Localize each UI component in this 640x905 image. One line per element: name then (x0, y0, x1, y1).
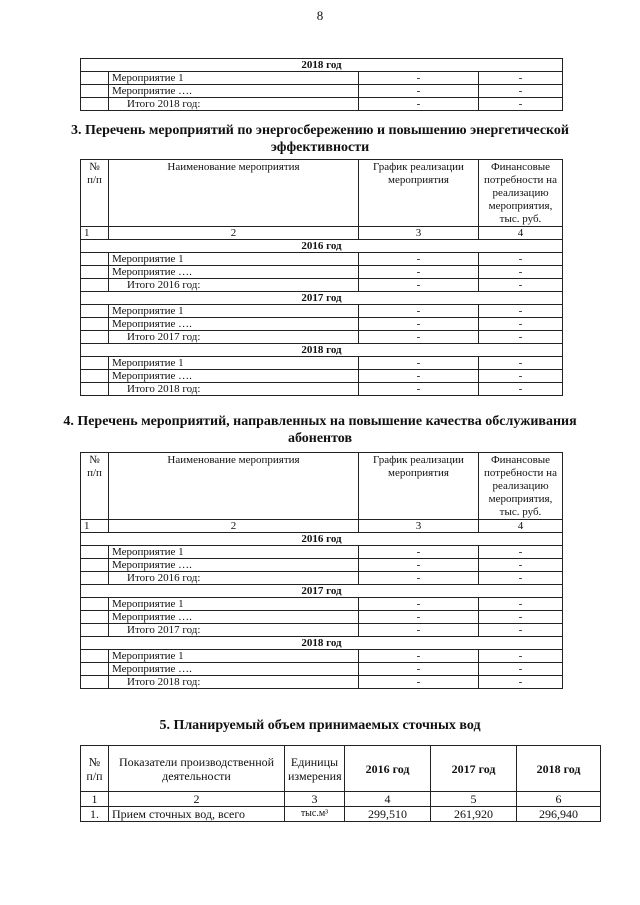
col-num: 1 (81, 227, 109, 240)
table-row (81, 72, 563, 85)
col-num: 3 (359, 520, 479, 533)
finance-cell: - (479, 676, 563, 689)
page-number: 8 (316, 8, 324, 23)
year-label: 2017 год (81, 585, 563, 598)
row-num: 1. (81, 807, 109, 822)
event-name: Мероприятие …. (109, 663, 359, 676)
header-2016: 2016 год (345, 746, 431, 792)
col-num: 1 (81, 792, 109, 807)
event-name: Мероприятие …. (109, 611, 359, 624)
total-row (81, 676, 563, 689)
year-label: 2018 год (81, 344, 563, 357)
header-unit: Единицы измерения (285, 746, 345, 792)
value-2017: 261,920 (431, 807, 517, 822)
section5-title: 5. Планируемый объем принимаемых сточных вод (159, 718, 481, 733)
header-finance: Финансовые потребности на реализацию мероприятия, тыс. руб. (479, 160, 563, 227)
finance-cell: - (479, 318, 563, 331)
event-name: Мероприятие 1 (109, 546, 359, 559)
event-name: Мероприятие …. (109, 85, 359, 98)
table-row (81, 663, 563, 676)
year-label: 2016 год (81, 240, 563, 253)
unit-cell: тыс.м³ (285, 807, 345, 822)
finance-cell: - (479, 546, 563, 559)
header-schedule: График реализации мероприятия (359, 453, 479, 520)
year-row (81, 344, 563, 357)
col-num: 6 (517, 792, 601, 807)
col-num: 4 (345, 792, 431, 807)
header-num: № п/п (81, 453, 109, 520)
schedule-cell: - (359, 572, 479, 585)
year-row (81, 59, 563, 72)
event-name: Мероприятие 1 (109, 253, 359, 266)
schedule-cell: - (359, 650, 479, 663)
schedule-cell: - (359, 598, 479, 611)
table-row (81, 318, 563, 331)
table-row (81, 559, 563, 572)
schedule-cell: - (359, 85, 479, 98)
value-2016: 299,510 (345, 807, 431, 822)
finance-cell: - (479, 305, 563, 318)
table-row (81, 611, 563, 624)
finance-cell: - (479, 85, 563, 98)
table-row (81, 650, 563, 663)
finance-cell: - (479, 72, 563, 85)
header-num: № п/п (81, 746, 109, 792)
finance-cell: - (479, 663, 563, 676)
year-label: 2018 год (81, 59, 563, 72)
schedule-cell: - (359, 663, 479, 676)
section4-table (80, 452, 563, 689)
event-name: Мероприятие 1 (109, 357, 359, 370)
total-row (81, 572, 563, 585)
table-row (81, 370, 563, 383)
year-row (81, 240, 563, 253)
finance-cell: - (479, 559, 563, 572)
schedule-cell: - (359, 72, 479, 85)
schedule-cell: - (359, 98, 479, 111)
col-num: 2 (109, 520, 359, 533)
total-row (81, 383, 563, 396)
year-label: 2017 год (81, 292, 563, 305)
total-row (81, 279, 563, 292)
total-label: Итого 2016 год: (109, 572, 359, 585)
year-label: 2018 год (81, 637, 563, 650)
total-row (81, 624, 563, 637)
finance-cell: - (479, 598, 563, 611)
schedule-cell: - (359, 546, 479, 559)
header-schedule: График реализации мероприятия (359, 160, 479, 227)
year-row (81, 533, 563, 546)
total-row (81, 331, 563, 344)
schedule-cell: - (359, 559, 479, 572)
col-num: 3 (359, 227, 479, 240)
header-row (81, 453, 563, 520)
schedule-cell: - (359, 279, 479, 292)
table-row (81, 85, 563, 98)
event-name: Мероприятие …. (109, 559, 359, 572)
year-row (81, 585, 563, 598)
finance-cell: - (479, 624, 563, 637)
event-name: Мероприятие 1 (109, 598, 359, 611)
schedule-cell: - (359, 383, 479, 396)
event-name: Мероприятие …. (109, 370, 359, 383)
header-2018: 2018 год (517, 746, 601, 792)
col-num: 3 (285, 792, 345, 807)
section3-table (80, 159, 563, 396)
header-row (81, 160, 563, 227)
event-name: Мероприятие 1 (109, 650, 359, 663)
event-name: Мероприятие 1 (109, 72, 359, 85)
header-finance: Финансовые потребности на реализацию мероприятия, тыс. руб. (479, 453, 563, 520)
col-num: 4 (479, 227, 563, 240)
table-row (81, 305, 563, 318)
finance-cell: - (479, 383, 563, 396)
col-num: 2 (109, 792, 285, 807)
finance-cell: - (479, 331, 563, 344)
year-row (81, 637, 563, 650)
header-num: № п/п (81, 160, 109, 227)
indicator-name: Прием сточных вод, всего (109, 807, 285, 822)
table-row (81, 546, 563, 559)
finance-cell: - (479, 279, 563, 292)
continuation-table (80, 58, 563, 111)
schedule-cell: - (359, 266, 479, 279)
header-name: Наименование мероприятия (109, 160, 359, 227)
total-label: Итого 2017 год: (109, 624, 359, 637)
finance-cell: - (479, 572, 563, 585)
schedule-cell: - (359, 624, 479, 637)
total-row (81, 98, 563, 111)
col-num: 5 (431, 792, 517, 807)
col-num: 1 (81, 520, 109, 533)
finance-cell: - (479, 98, 563, 111)
finance-cell: - (479, 253, 563, 266)
schedule-cell: - (359, 331, 479, 344)
total-label: Итого 2018 год: (109, 98, 359, 111)
schedule-cell: - (359, 318, 479, 331)
section4-title: 4. Перечень мероприятий, направленных на повышение качества обслуживания абонентов (63, 414, 577, 446)
value-2018: 296,940 (517, 807, 601, 822)
total-label: Итого 2017 год: (109, 331, 359, 344)
section3-title: 3. Перечень мероприятий по энергосбережению и повышению энергетической эффективности (70, 123, 570, 155)
total-label: Итого 2018 год: (109, 676, 359, 689)
total-label: Итого 2018 год: (109, 383, 359, 396)
schedule-cell: - (359, 676, 479, 689)
schedule-cell: - (359, 305, 479, 318)
column-number-row (81, 792, 601, 807)
finance-cell: - (479, 650, 563, 663)
header-row (81, 746, 601, 792)
finance-cell: - (479, 357, 563, 370)
finance-cell: - (479, 370, 563, 383)
section5-table (80, 745, 601, 822)
header-2017: 2017 год (431, 746, 517, 792)
column-number-row (81, 227, 563, 240)
table-row (81, 253, 563, 266)
table-row (81, 598, 563, 611)
schedule-cell: - (359, 253, 479, 266)
year-label: 2016 год (81, 533, 563, 546)
finance-cell: - (479, 266, 563, 279)
total-label: Итого 2016 год: (109, 279, 359, 292)
header-name: Наименование мероприятия (109, 453, 359, 520)
finance-cell: - (479, 611, 563, 624)
schedule-cell: - (359, 370, 479, 383)
header-indicator: Показатели производственной деятельности (109, 746, 285, 792)
col-num: 2 (109, 227, 359, 240)
event-name: Мероприятие …. (109, 318, 359, 331)
event-name: Мероприятие 1 (109, 305, 359, 318)
table-row (81, 807, 601, 822)
column-number-row (81, 520, 563, 533)
col-num: 4 (479, 520, 563, 533)
schedule-cell: - (359, 611, 479, 624)
event-name: Мероприятие …. (109, 266, 359, 279)
table-row (81, 266, 563, 279)
year-row (81, 292, 563, 305)
table-row (81, 357, 563, 370)
schedule-cell: - (359, 357, 479, 370)
